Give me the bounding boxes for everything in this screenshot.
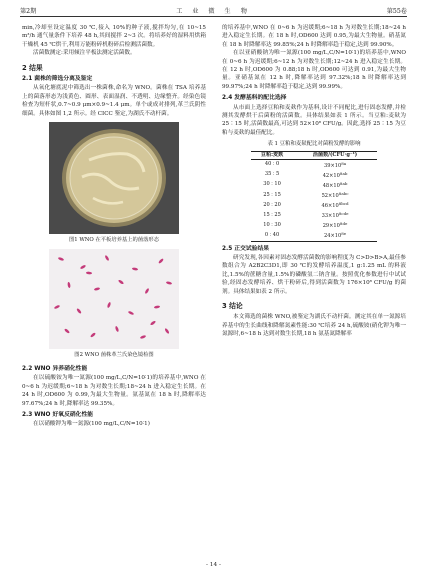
viable-count-exponent: 8 — [341, 160, 344, 166]
table-1-title: 表 1 豆粕和麦麸配比对菌粉发酵的影响 — [267, 141, 361, 148]
right-column — [222, 24, 406, 339]
subsection-2-3-heading: 2.3 WNO 好氧反硝化性能 — [22, 411, 94, 418]
significance-letter: cde — [341, 211, 349, 217]
significance-letter: abc — [341, 191, 349, 197]
viable-count-cell — [293, 180, 377, 190]
viable-count-exponent: 8 — [338, 191, 342, 197]
ratio-cell: 30 ∶ 10 — [263, 181, 281, 188]
page-number: - 14 - — [206, 562, 221, 568]
nitrification-paragraph: 在以硫酸铵为唯一氮源(100 mg/L,C/N=10∶1)的培养基中,WNO 在 0~6 h 为迟缓期;6~18 h 为对数生长期;18~24 h 进入稳定生长期。在 24 h 时,OD600 为 0.99,为最大生物量。氨基氮在 18 h 时,降解率达 97.67%;24 h 时,降解率达 99.35%。 — [22, 375, 206, 407]
nitrite-paragraph: 在以亚硝酸钠为唯一氮源(100 mg/L,C/N=10∶1)的培养基中,WNO 在 0~6 h 为迟缓期;6~12 h 为对数生长期;12~24 h 进入稳定生长期。在 12 h 时,OD600 为 0.88;18 h 时,OD600 可达到 0.91,为最大生物量。亚硝基氮在 12 h 时,降解率达到 97.32%;18 h 时降解率达到 99.97%;24 h 时降解率趋于稳定,达到 99.99%。 — [222, 50, 406, 90]
viable-count-exponent: 8 — [339, 221, 343, 227]
viable-count-base: 24×10 — [323, 233, 342, 240]
conclusion-paragraph: 本文筛选的菌株 WNO,被鉴定为湖氏不动杆菌。测定其在单一氮源培养基中的生长曲线和降解氮素性能:30 ℃培养 24 h,硫酸铵(硝化钾为唯一氮源时,6~18 h 达到对数生长期,18 h 氨基氮降解率 — [222, 314, 406, 338]
table-row — [251, 180, 377, 190]
table-row — [251, 230, 377, 241]
ratio-cell: 0 ∶ 40 — [264, 231, 280, 238]
ratio-cell: 35 ∶ 5 — [264, 171, 280, 178]
table-header-row — [251, 151, 377, 159]
viable-count-base: 39×10 — [323, 162, 342, 169]
subsection-2-4-heading: 2.4 发酵基料的配比选择 — [222, 95, 287, 102]
viable-count-cell — [293, 159, 377, 170]
column-header-viable-count: 活菌数/(CFU·g⁻¹) — [312, 151, 358, 158]
subsection-2-2-heading: 2.2 WNO 异养硝化性能 — [22, 365, 88, 372]
significance-letter: bcd — [341, 201, 349, 207]
viable-count-base: 48×10 — [322, 182, 340, 189]
table-row — [251, 200, 377, 210]
figure-2-caption: 图2 WNO 菌株革兰氏染色镜检图 — [74, 352, 154, 359]
ratio-cell: 10 ∶ 30 — [263, 221, 281, 228]
viable-count-cell — [293, 200, 377, 210]
isolation-paragraph: 从氧化塘底泥中筛选出一株菌株,命名为 WNO。菌株在 TSA 培养基上的菌落形态为浅黄色、圆形、表面湿润、不透明、边缘整齐。经染色镜检查为短杆状,0.7~0.9 μm×0.9~1.4 μm。单个或成对排列,革兰氏阴性细菌。具体如图 1,2 所示。经 CICC 鉴定,为湖氏不动杆菌。 — [22, 85, 206, 117]
figure-2-gram-stain-micrograph — [49, 249, 179, 349]
viable-count-cell — [293, 220, 377, 230]
table-row — [251, 210, 377, 220]
viable-count-cell — [293, 190, 377, 200]
orthogonal-test-paragraph: 研究发现,各因素对固态发酵活菌数的影响程度为 C>D>B>A,最佳参数组合为 A2B2C3D1,即 30 ℃的发酵培养温度,1 g:1.25 mL 的料液比,1.5%的蔗糖含量,1.5%的磷酸氢二钠含量。按照优化参数进行中试试验,经固态发酵培养、烘干粉碎后,得到活菌数为 176×10⁸ CFU/g 的菌剂。具体结果如表 2 所示。 — [222, 254, 406, 295]
viable-count-exponent: 8 — [339, 180, 343, 186]
viable-count-exponent: 8 — [341, 231, 344, 237]
viable-count-method: 活菌数测定:采用倾注平板法测定活菌数。 — [33, 50, 136, 57]
issue-number: 第2期 — [20, 8, 37, 15]
denitrification-paragraph-continued: 的培养基中,WNO 在 0~6 h 为迟缓期;6~18 h 为对数生长期;18~24 h 进入稳定生长期。在 18 h 时,OD600 达到 0.95,为最大生物量。硝基氮在 18 h 时降解率达 99.85%;24 h 时降解率趋于稳定,达到 99.90%。 — [222, 25, 406, 48]
ratio-cell: 15 ∶ 25 — [263, 211, 281, 218]
volume-number: 第55卷 — [386, 8, 407, 15]
denitrification-paragraph-start: 在以硝酸钾为唯一氮源(100 mg/L,C/N=10∶1) — [33, 421, 150, 428]
viable-count-exponent: 8 — [338, 211, 342, 217]
viable-count-base: 42×10 — [322, 172, 340, 179]
viable-count-cell — [293, 210, 377, 220]
viable-count-cell — [293, 230, 377, 241]
section-results-heading: 2 结果 — [22, 63, 43, 72]
journal-name: 工 业 微 生 物 — [176, 8, 251, 15]
viable-count-base: 29×10 — [322, 223, 340, 230]
viable-count-base: 33×10 — [321, 213, 339, 220]
column-header-ratio: 豆粕:麦麸 — [260, 151, 284, 158]
significance-letter: e — [343, 231, 347, 237]
section-conclusion-heading: 3 结论 — [222, 301, 243, 310]
table-row — [251, 190, 377, 200]
subsection-2-1-heading: 2.1 菌株的筛选分离及鉴定 — [22, 76, 93, 83]
ratio-cell: 20 ∶ 20 — [263, 201, 281, 208]
figure-1-colony-plate-photo — [49, 122, 179, 234]
viable-count-exponent: 8 — [338, 201, 342, 207]
ratio-cell: 25 ∶ 15 — [263, 191, 281, 198]
table-row — [251, 220, 377, 230]
viable-count-base: 46×10 — [321, 203, 339, 210]
table-row — [251, 170, 377, 180]
table-row — [251, 159, 377, 170]
substrate-ratio-paragraph: 从市面上选择豆粕和麦麸作为基料,设计不同配比,进行固态发酵,并检测其发酵烘干后菌粉的活菌数。具体结果如表 1 所示。当豆粕:麦麸为 25∶15 时,活菌数最高,可达到 52×10⁸ CFU/g。因此,选择 25∶15 为豆粕与麦麸的最佳配比。 — [222, 104, 406, 136]
significance-letter: ab — [342, 170, 348, 176]
header-rule — [20, 16, 407, 17]
method-paragraph: min,冷却至设定温度 30 ℃,接入 10%的种子液,搅拌均匀,在 10~15 m³/h 通气量条件下培养 48 h,其间搅拌 2~3 次。将培养好的湿料用烘箱干燥机 45 ℃烘干,利用万能粉碎机粉碎后检测活菌数。 — [22, 25, 206, 48]
figure-1-caption: 图1 WNO 在平板培养基上的菌落形态 — [68, 237, 160, 244]
table-body — [251, 159, 377, 241]
viable-count-exponent: 8 — [339, 170, 343, 176]
left-column — [22, 24, 206, 429]
ratio-cell: 40 ∶ 0 — [264, 161, 280, 168]
viable-count-base: 52×10 — [321, 193, 339, 200]
viable-count-cell — [293, 170, 377, 180]
significance-letter: a — [343, 160, 347, 166]
subsection-2-5-heading: 2.5 正交试验结果 — [222, 245, 270, 252]
significance-letter: ab — [342, 180, 348, 186]
significance-letter: de — [342, 221, 348, 227]
table-1 — [251, 151, 377, 242]
